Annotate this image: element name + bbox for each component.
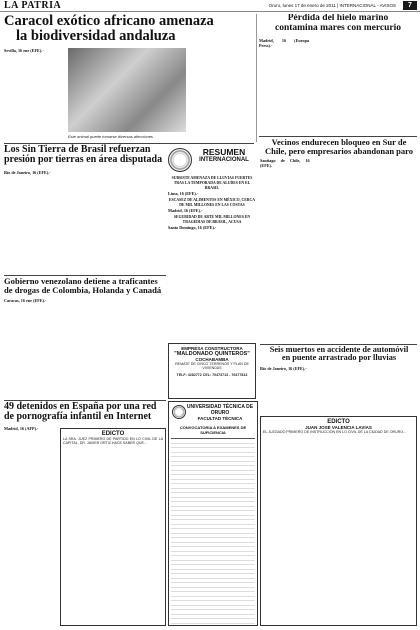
seis-headline-line1: Seis muertos en accidente de automóvil	[269, 345, 409, 354]
gobierno-body	[4, 298, 166, 398]
seis-headline	[260, 346, 418, 363]
vecinos-headline-line1: Vecinos endurecen bloqueo en Sur de	[271, 137, 407, 147]
resumen-subhead-2: ESCASEZ DE ALIMENTOS EN MÉXICO, CERCA DE MIL MILLONES EN LAS COSTAS	[168, 198, 255, 207]
perdida-headline-line2: contamina mares con mercurio	[274, 22, 402, 33]
ad-edicto-right	[260, 416, 417, 626]
edicto-left-title: EDICTO	[101, 431, 125, 437]
ad-universidad	[168, 401, 258, 626]
edicto-right-title: EDICTO	[327, 419, 350, 425]
seis-body	[260, 366, 417, 414]
universidad-title: UNIVERSIDAD TÉCNICA DE ORURO	[186, 404, 254, 416]
perdida-dateline: Madrid, 16 (Europa Press).-	[259, 38, 309, 48]
ad-cochabamba-line2: "MALDONADO QUINTEROS"	[174, 351, 250, 357]
caracol-col-1	[4, 48, 64, 140]
page-number-badge: 7	[403, 1, 417, 10]
sintierra-body	[4, 170, 164, 274]
university-seal-icon	[172, 405, 186, 419]
caracol-dateline: Sevilla, 16 ene (EFE).-	[4, 48, 44, 53]
detenidos-headline-line2: de pornografía infantil en Internet	[4, 411, 152, 422]
detenidos-headline-line1: 49 detenidos en España por una red	[4, 401, 157, 412]
resumen-title	[192, 147, 256, 163]
divider-vertical-1	[256, 14, 257, 142]
vecinos-headline	[260, 138, 418, 155]
seis-headline-line2: en puente arrastrado por lluvias	[281, 353, 397, 363]
sintierra-headline-line1: Los Sin Tierra de Brasil refuerzan	[4, 144, 151, 155]
caracol-headline-line1: Caracol exótico africano amenaza	[4, 13, 214, 29]
perdida-box	[259, 14, 417, 134]
sintierra-dateline: Río de Janeiro, 16 (EFE).-	[4, 170, 51, 175]
resumen-body	[168, 176, 256, 341]
ad-cochabamba-line3: COCHABAMBA	[195, 357, 229, 362]
resumen-title-line2: INTERNACIONAL	[199, 157, 249, 163]
universidad-table	[171, 438, 255, 626]
gobierno-headline-line1: Gobierno venezolano detiene a traficantes	[4, 276, 158, 286]
detenidos-dateline: Madrid, 16 (AFP).-	[4, 426, 39, 431]
vecinos-body	[260, 158, 417, 343]
resumen-subhead-1: SUBSISTE AMENAZA DE LLUVIAS FUERTES TRAS LA TEMPORADA DE ALUDES EN EL BRASIL	[171, 176, 253, 190]
caracol-col-3	[190, 48, 252, 143]
caracol-photo-caption: Este animal puede tomarse diversas afecciones	[68, 134, 153, 139]
universidad-call: CONVOCATORIA A EXAMENES DE SUFICIENCIA	[179, 425, 247, 435]
globe-icon	[168, 148, 192, 172]
caracol-headline	[4, 14, 254, 43]
vecinos-dateline: Santiago de Chile, 16 (EFE).	[260, 158, 310, 168]
gobierno-headline-line2: de drogas de Colombia, Holanda y Canadá	[4, 284, 162, 295]
page-dateline: Oruro, lunes 17 de enero de 2011 | INTERNACIONAL - AVISOS	[268, 3, 396, 8]
caracol-headline-line2: la biodiversidad andaluza	[16, 27, 176, 44]
edicto-right-subtitle: JUAN JOSÉ VALENCIA LAVIAS	[305, 425, 372, 430]
ad-cochabamba-body: REMATE DE CINCO TERRENOS Y PLAN DE VIVIENDAS	[175, 362, 249, 371]
perdida-body	[259, 38, 417, 133]
ad-cochabamba	[168, 343, 256, 399]
resumen-dateline-2: Madrid, 16 (EFE).-	[168, 208, 203, 213]
universidad-subtitle: FACULTAD TÉCNICA	[197, 416, 243, 421]
sintierra-headline-line2: presión por tierras en área disputada	[4, 154, 163, 165]
ad-edicto-left	[60, 428, 166, 626]
masthead: LA PATRIA	[4, 0, 62, 11]
gobierno-dateline: Caracas, 16 ene (EFE).-	[4, 298, 47, 303]
seis-dateline: Río de Janeiro, 16 (EFE).-	[260, 366, 307, 371]
ad-cochabamba-phones: TELF: 4282772 CEL: 70473713 - 76477813	[176, 372, 248, 377]
page-header	[0, 0, 420, 12]
edicto-left-body: LA SRA. JUEZ PRIMERO DE PARTIDO EN LO CIVIL DE LA CAPITAL, DR. JAVIER ORTIZ HACE SABER QUE...	[63, 437, 163, 446]
gobierno-headline	[4, 277, 168, 294]
resumen-subhead-3: SEGURIDAD DE ARTE MIL MILLONES EN TRAGEDIAS DE BRASIL, ACUSA	[173, 215, 251, 224]
detenidos-headline	[4, 402, 168, 422]
resumen-title-line1: RESUMEN	[202, 147, 246, 157]
perdida-headline	[259, 14, 417, 33]
edicto-right-body: EL JUZGADO PRIMERO DE INSTRUCCIÓN EN LO CIVIL DE LA CIUDAD DE ORURO...	[263, 430, 407, 434]
sintierra-headline	[4, 145, 164, 165]
resumen-dateline-1: Lima, 16 (EFE).-	[168, 191, 199, 196]
vecinos-headline-line2: Chile, pero empresarios abandonan paro	[264, 145, 414, 156]
caracol-photo	[68, 48, 186, 132]
perdida-headline-line1: Pérdida del hielo marino	[287, 14, 389, 23]
detenidos-body	[4, 426, 56, 626]
resumen-dateline-3: Santo Domingo, 16 (EFE).-	[168, 225, 217, 230]
ad-cochabamba-line1: EMPRESA CONSTRUCTORA	[181, 346, 243, 351]
